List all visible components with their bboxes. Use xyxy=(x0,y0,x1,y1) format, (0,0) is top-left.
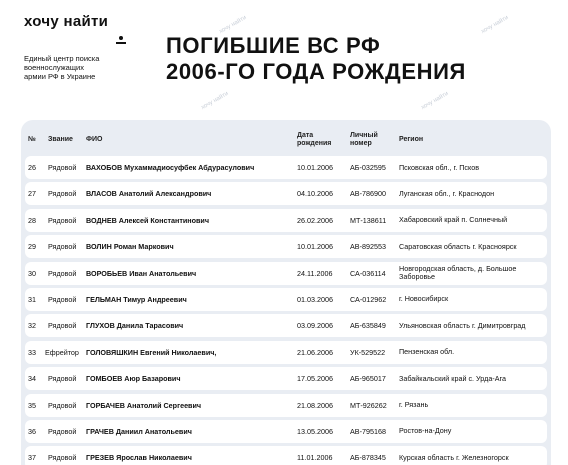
cell-rank: Рядовой xyxy=(48,242,77,252)
cell-id: МТ-138611 xyxy=(350,215,387,225)
cell-date: 10.01.2006 xyxy=(297,242,333,252)
table-body xyxy=(25,156,547,465)
header-region: Регион xyxy=(399,136,424,143)
header-name: ФИО xyxy=(86,136,103,143)
table-row xyxy=(25,262,547,285)
cell-name: ВОЛИН Роман Маркович xyxy=(86,242,174,252)
cell-region: Хабаровский край п. Солнечный xyxy=(399,215,508,225)
cell-number: 37 xyxy=(28,453,36,463)
cell-id: АВ-786900 xyxy=(350,189,386,199)
table-row xyxy=(25,367,547,390)
cell-name: ВОДНЕВ Алексей Константинович xyxy=(86,215,210,225)
table-header xyxy=(21,128,551,152)
cell-id: АБ-032595 xyxy=(350,163,386,172)
cell-region: Псковская обл., г. Псков xyxy=(399,162,480,172)
cell-rank: Рядовой xyxy=(48,268,77,278)
cell-region: Саратовская область г. Красноярск xyxy=(399,241,517,251)
cell-name: ГЛУХОВ Данила Тарасович xyxy=(86,321,184,331)
header-number: № xyxy=(28,136,36,143)
cell-number: 34 xyxy=(28,374,36,384)
table-row xyxy=(25,394,547,417)
logo-mark-icon xyxy=(116,36,126,46)
cell-rank: Рядовой xyxy=(48,453,77,463)
page-title xyxy=(166,33,466,85)
cell-id: АБ-878345 xyxy=(350,453,386,463)
casualty-table xyxy=(21,120,551,465)
watermark: хочу найти xyxy=(420,90,450,112)
cell-number: 30 xyxy=(28,268,36,278)
cell-name: ГЕЛЬМАН Тимур Андреевич xyxy=(86,294,187,304)
cell-number: 36 xyxy=(28,426,36,436)
cell-date: 01.03.2006 xyxy=(297,294,333,304)
watermark: хочу найти xyxy=(480,14,510,36)
page-title-line: ПОГИБШИЕ ВС РФ xyxy=(166,33,381,58)
cell-number: 29 xyxy=(28,242,36,252)
logo-subtitle-line: Единый центр поиска xyxy=(24,54,100,63)
cell-name: ГРАЧЕВ Даниил Анатольевич xyxy=(86,426,192,436)
logo-subtitle-line: армии РФ в Украине xyxy=(24,72,96,81)
cell-id: АБ-635849 xyxy=(350,321,386,331)
cell-number: 31 xyxy=(28,294,36,304)
table-row xyxy=(25,182,547,205)
table-row xyxy=(25,420,547,443)
table-row xyxy=(25,209,547,232)
cell-date: 04.10.2006 xyxy=(297,189,333,199)
cell-date: 24.11.2006 xyxy=(297,268,333,278)
cell-date: 21.08.2006 xyxy=(297,400,333,410)
cell-rank: Рядовой xyxy=(48,374,77,384)
cell-name: ГОЛОВЯШКИН Евгений Николаевич, xyxy=(86,347,217,357)
header-id-line: номер xyxy=(350,140,372,147)
cell-name: ВАХОБОВ Мухаммадиосуфбек Абдурасулович xyxy=(86,163,255,172)
cell-rank: Рядовой xyxy=(48,426,77,436)
watermark: хочу найти xyxy=(218,14,248,36)
header-id-line: Личный xyxy=(350,132,378,139)
cell-number: 32 xyxy=(28,321,36,331)
cell-region: Ростов-на-Дону xyxy=(399,426,452,436)
header-date-line: Дата xyxy=(297,132,314,139)
cell-rank: Рядовой xyxy=(48,215,77,225)
cell-id: АБ-965017 xyxy=(350,374,386,384)
cell-name: ГОРБАЧЕВ Анатолий Сергеевич xyxy=(86,400,202,410)
logo-title: хочу найти xyxy=(24,13,109,30)
cell-date: 26.02.2006 xyxy=(297,215,333,225)
cell-region: Новгородская область, д. Большое Заборовье xyxy=(399,264,517,282)
cell-region: г. Новосибирск xyxy=(399,294,449,304)
cell-date: 10.01.2006 xyxy=(297,163,333,172)
logo xyxy=(24,13,134,81)
cell-rank: Рядовой xyxy=(48,294,77,304)
cell-name: ГОМБОЕВ Аюр Базарович xyxy=(86,374,181,384)
logo-subtitle-line: военнослужащих xyxy=(24,63,84,72)
cell-rank: Рядовой xyxy=(48,189,77,199)
cell-id: УК-529522 xyxy=(350,347,386,357)
cell-number: 35 xyxy=(28,400,36,410)
table-row xyxy=(25,341,547,364)
cell-date: 17.05.2006 xyxy=(297,374,333,384)
cell-date: 03.09.2006 xyxy=(297,321,333,331)
cell-date: 11.01.2006 xyxy=(297,453,333,463)
cell-region: Ульяновская область г. Димитровград xyxy=(399,320,526,330)
cell-name: ВЛАСОВ Анатолий Александрович xyxy=(86,189,212,199)
cell-id: АВ-795168 xyxy=(350,426,386,436)
cell-date: 21.06.2006 xyxy=(297,347,333,357)
cell-name: ВОРОБЬЕВ Иван Анатольевич xyxy=(86,268,197,278)
header-id xyxy=(350,132,378,148)
cell-region: Курская область г. Железногорск xyxy=(399,452,509,462)
cell-region: Забайкальский край с. Урда-Ага xyxy=(399,373,506,383)
cell-region: Пензенская обл. xyxy=(399,347,455,357)
header-date xyxy=(297,132,331,148)
table-row xyxy=(25,314,547,337)
table-row xyxy=(25,446,547,465)
table-row xyxy=(25,288,547,311)
cell-number: 27 xyxy=(28,189,36,199)
cell-rank: Рядовой xyxy=(48,321,77,331)
cell-number: 33 xyxy=(28,347,36,357)
table-row xyxy=(25,156,547,179)
page-title-line: 2006-ГО ГОДА РОЖДЕНИЯ xyxy=(166,59,466,84)
cell-name: ГРЕЗЕВ Ярослав Николаевич xyxy=(86,453,192,463)
watermark: хочу найти xyxy=(200,90,230,112)
cell-id: СА-036114 xyxy=(350,268,386,278)
cell-id: АВ-892553 xyxy=(350,242,386,252)
cell-id: МТ-926262 xyxy=(350,400,387,410)
table-row xyxy=(25,235,547,258)
header-rank: Звание xyxy=(48,136,73,143)
cell-id: СА-012962 xyxy=(350,294,387,304)
cell-rank: Рядовой xyxy=(48,163,77,172)
cell-rank: Ефрейтор xyxy=(45,347,79,357)
cell-number: 26 xyxy=(28,163,36,172)
cell-date: 13.05.2006 xyxy=(297,426,333,436)
cell-region: г. Рязань xyxy=(399,400,429,410)
logo-subtitle xyxy=(24,54,144,81)
header-date-line: рождения xyxy=(297,140,332,147)
cell-number: 28 xyxy=(28,215,36,225)
cell-rank: Рядовой xyxy=(48,400,77,410)
cell-region: Луганская обл., г. Краснодон xyxy=(399,188,495,198)
